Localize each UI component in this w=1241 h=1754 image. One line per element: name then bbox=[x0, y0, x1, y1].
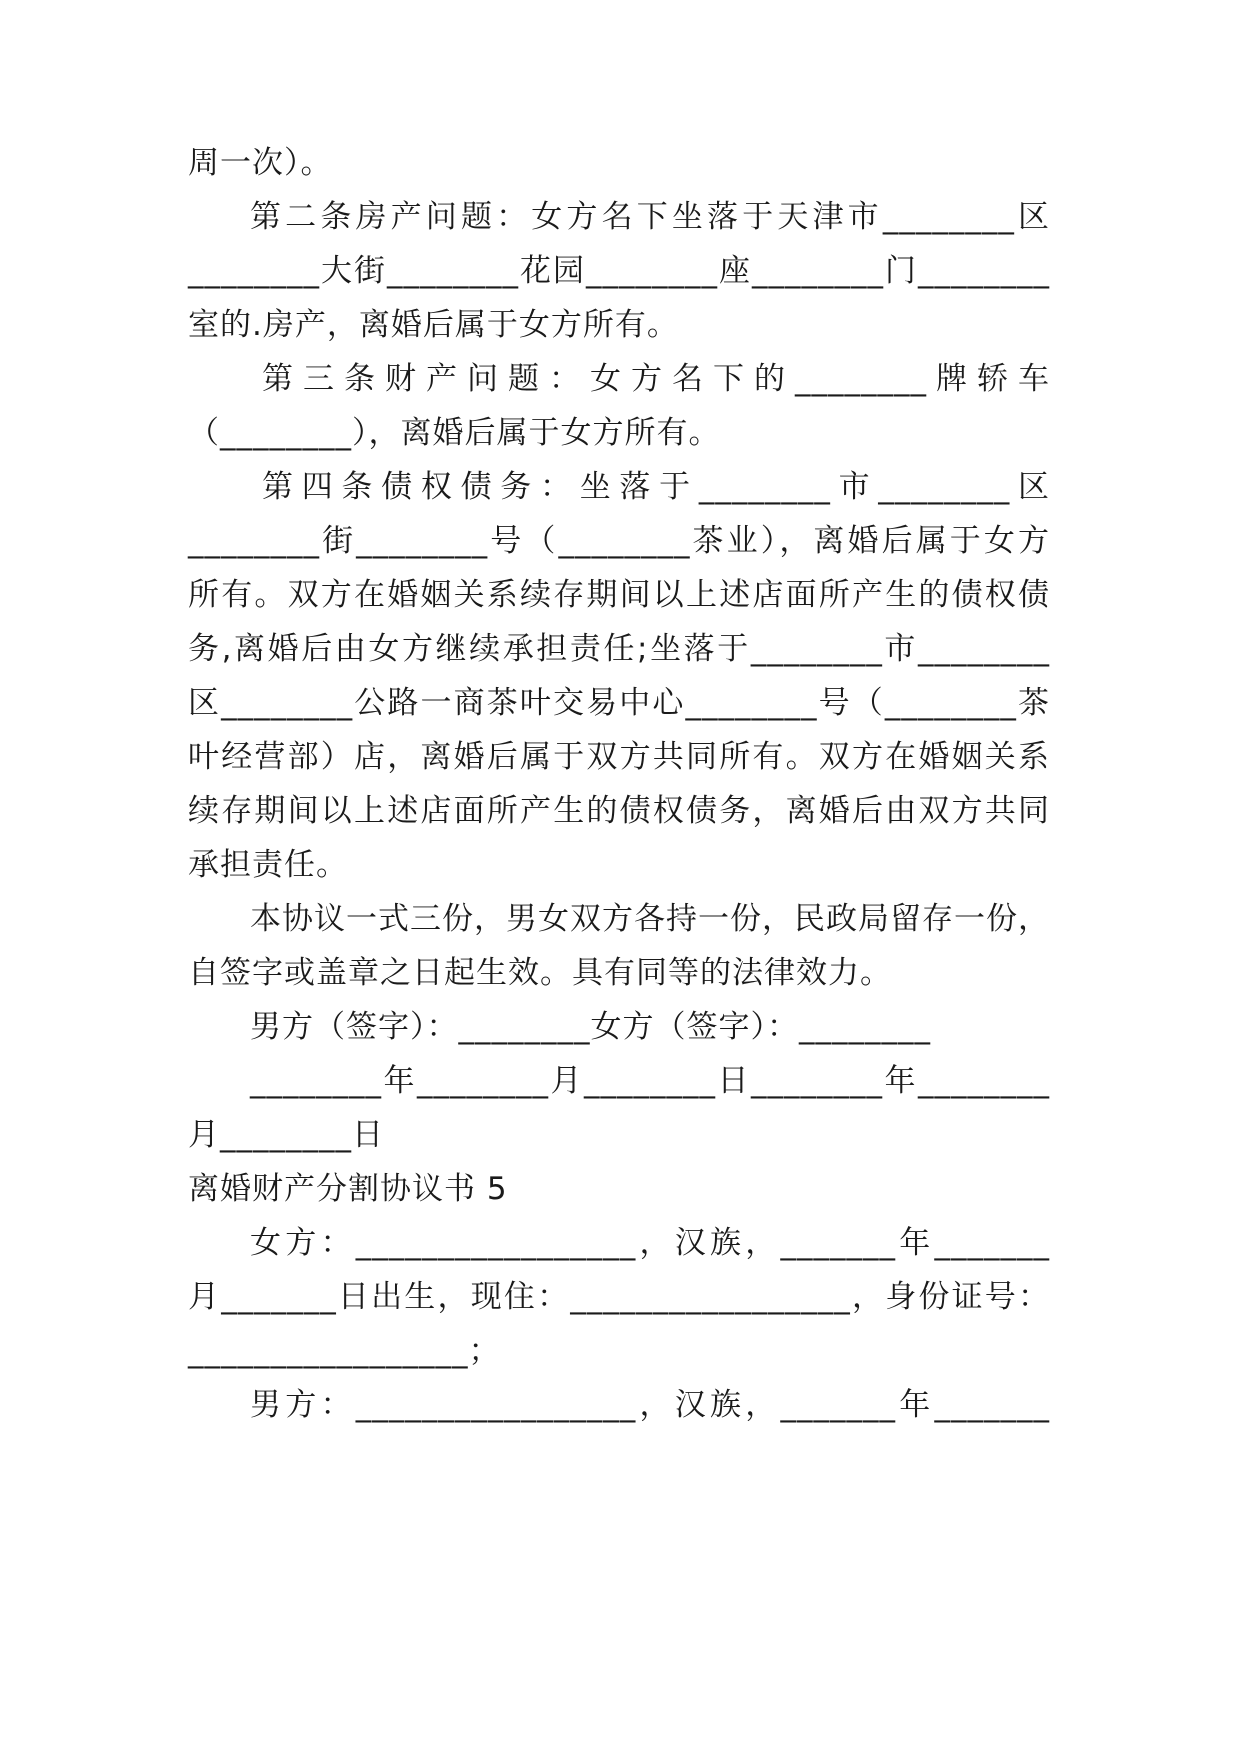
text-line: _________________； bbox=[188, 1333, 501, 1369]
text-line: 续存期间以上述店面所产生的债权债务，离婚后由双方共同 bbox=[188, 793, 1050, 829]
text-line: （________），离婚后属于女方所有。 bbox=[188, 415, 721, 451]
text-line: 务,离婚后由女方继续承担责任;坐落于________市________ bbox=[188, 631, 1050, 667]
clause-4-line: 第四条债权债务：坐落于________市________区 bbox=[262, 469, 1050, 505]
text-line: 区________公路一商茶叶交易中心________号（________茶 bbox=[188, 685, 1050, 721]
female-party-line: 女方：_________________，汉族，_______年_______ bbox=[250, 1225, 1050, 1261]
section-title: 离婚财产分割协议书 5 bbox=[188, 1171, 508, 1207]
clause-2-line: 第二条房产问题：女方名下坐落于天津市________区 bbox=[250, 199, 1050, 235]
text-line: 室的.房产，离婚后属于女方所有。 bbox=[188, 307, 679, 343]
clause-3-line: 第三条财产问题：女方名下的________牌轿车 bbox=[262, 361, 1050, 397]
text-line: 周一次）。 bbox=[188, 145, 333, 181]
signature-line: 男方（签字）：________女方（签字）：________ bbox=[250, 1009, 931, 1045]
text-line: ________街________号（________茶业），离婚后属于女方 bbox=[188, 523, 1050, 559]
text-line: 叶经营部）店，离婚后属于双方共同所有。双方在婚姻关系 bbox=[188, 739, 1050, 775]
date-line: ________年________月________日________年________ bbox=[250, 1063, 1050, 1099]
date-line: 月________日 bbox=[188, 1117, 384, 1153]
male-party-line: 男方：_________________，汉族，_______年_______ bbox=[250, 1387, 1050, 1423]
agreement-copies-line: 本协议一式三份，男女双方各持一份，民政局留存一份， bbox=[250, 901, 1050, 937]
text-line: 所有。双方在婚姻关系续存期间以上述店面所产生的债权债 bbox=[188, 577, 1050, 613]
text-line: 自签字或盖章之日起生效。具有同等的法律效力。 bbox=[188, 955, 892, 991]
text-line: 月_______日出生，现住：_________________，身份证号： bbox=[188, 1279, 1050, 1315]
text-line: ________大街________花园________座________门________ bbox=[188, 253, 1050, 289]
text-line: 承担责任。 bbox=[188, 847, 348, 883]
